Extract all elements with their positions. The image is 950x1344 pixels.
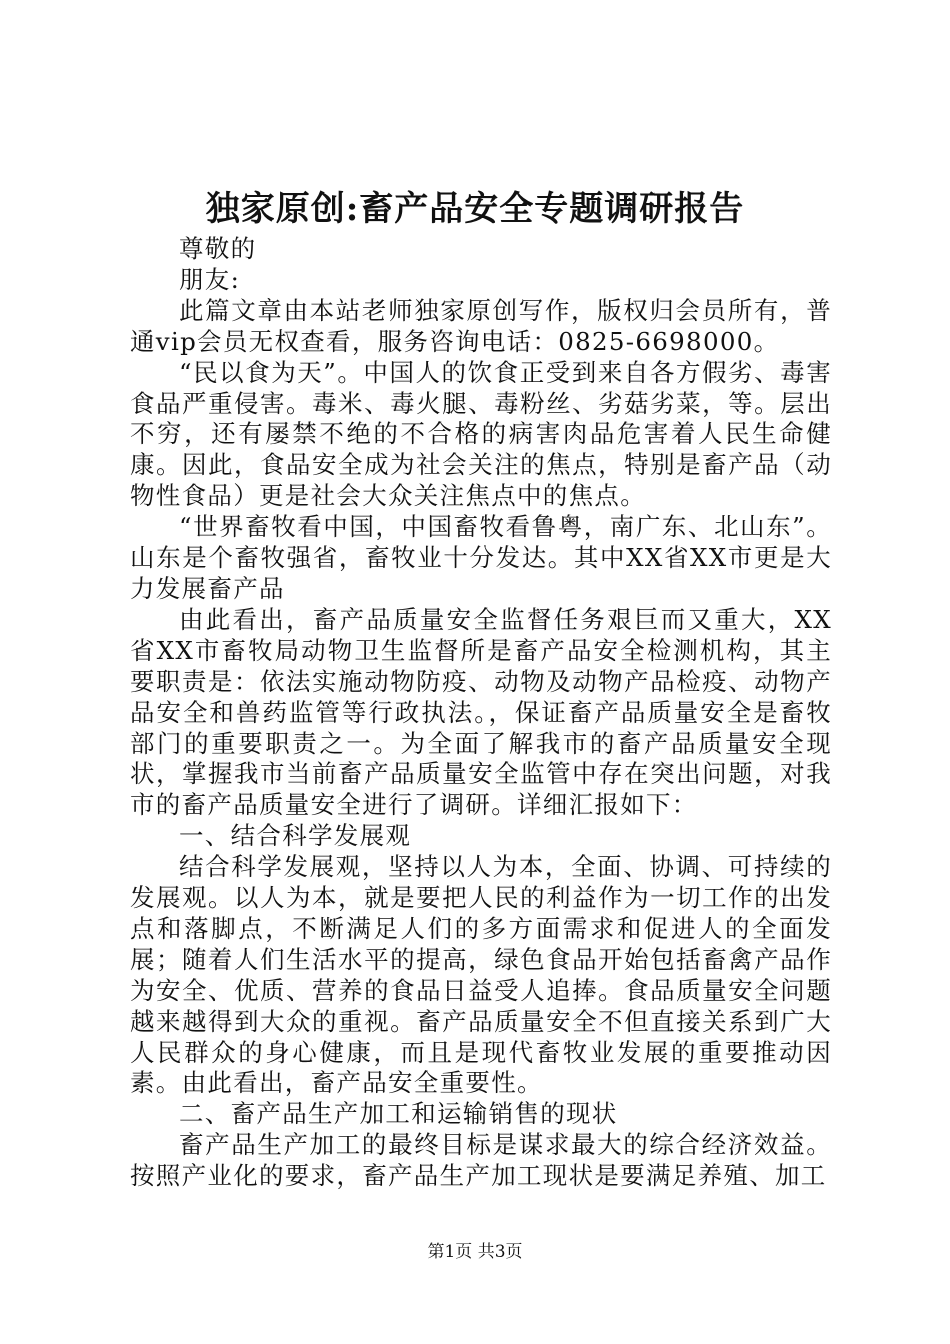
salutation-line-1: 尊敬的	[179, 234, 257, 263]
body-paragraph: “民以食为天”。中国人的饮食正受到来自各方假劣、毒害食品严重侵害。毒米、毒火腿、毒粉丝、劣菇劣菜，等。层出不穷，还有屡禁不绝的不合格的病害肉品危害着人民生命健康。因此，食品安全成为社会关注的焦点，特别是畜产品（动物性食品）更是社会大众关注焦点中的焦点。	[130, 357, 832, 511]
body-paragraph: 畜产品生产加工的最终目标是谋求最大的综合经济效益。按照产业化的要求，畜产品生产加工现状是要满足养殖、加工	[130, 1130, 832, 1191]
body-paragraph: “世界畜牧看中国，中国畜牧看鲁粤，南广东、北山东”。山东是个畜牧强省，畜牧业十分发达。其中XX省XX市更是大力发展畜产品	[130, 512, 832, 603]
section-heading-1: 一、结合科学发展观	[179, 821, 412, 851]
copyright-notice-paragraph: 此篇文章由本站老师独家原创写作，版权归会员所有，普通vip会员无权查看，服务咨询电话：0825-6698000。	[130, 295, 832, 356]
document-body	[130, 234, 832, 1192]
page-number-footer: 第1页 共3页	[427, 1242, 523, 1262]
salutation-line-2: 朋友:	[179, 264, 241, 294]
body-paragraph: 结合科学发展观，坚持以人为本，全面、协调、可持续的发展观。以人为本，就是要把人民的利益作为一切工作的出发点和落脚点，不断满足人们的多方面需求和促进人的全面发展；随着人们生活水平的提高，绿色食品开始包括畜禽产品作为安全、优质、营养的食品日益受人追捧。食品质量安全问题越来越得到大众的重视。畜产品质量安全不但直接关系到广大人民群众的身心健康，而且是现代畜牧业发展的重要推动因素。由此看出，畜产品安全重要性。	[130, 852, 832, 1098]
body-paragraph: 由此看出，畜产品质量安全监督任务艰巨而又重大，XX省XX市畜牧局动物卫生监督所是畜产品安全检测机构，其主要职责是：依法实施动物防疫、动物及动物产品检疫、动物产品安全和兽药监管等行政执法。，保证畜产品质量安全是畜牧部门的重要职责之一。为全面了解我市的畜产品质量安全现状，掌握我市当前畜产品质量安全监管中存在突出问题，对我市的畜产品质量安全进行了调研。详细汇报如下：	[130, 604, 832, 820]
document-title: 独家原创:畜产品安全专题调研报告	[205, 189, 745, 229]
section-heading-2: 二、畜产品生产加工和运输销售的现状	[179, 1099, 618, 1129]
